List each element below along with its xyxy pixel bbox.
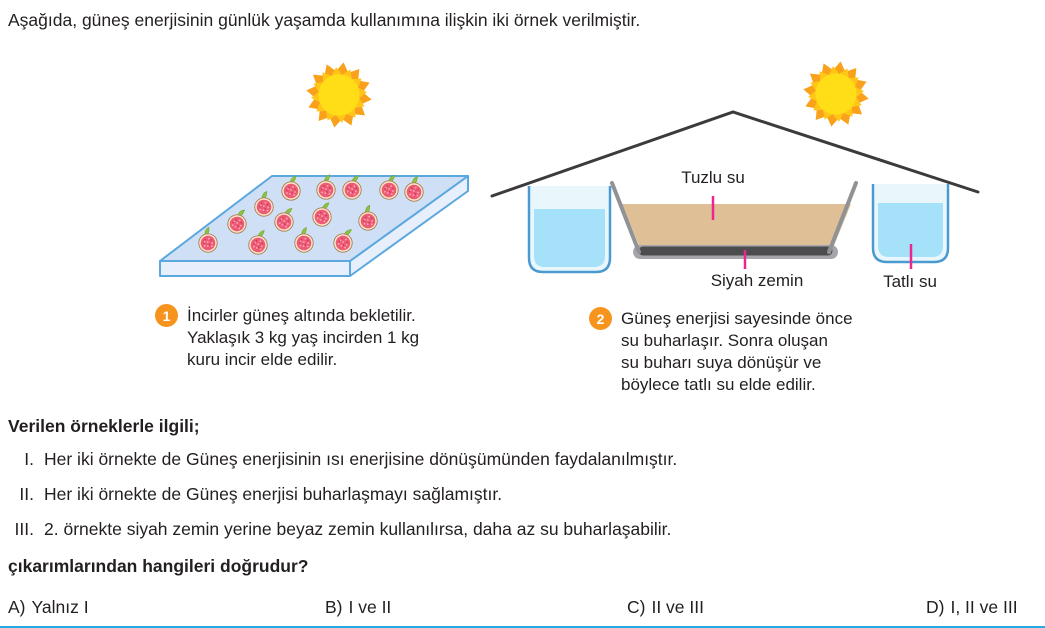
salty-water-basin [612, 183, 856, 252]
example-text-line: böylece tatlı su elde edilir. [621, 375, 816, 394]
stem-intro: Verilen örneklerle ilgili; [8, 416, 200, 436]
label-black-ground: Siyah zemin [710, 271, 804, 290]
label-fresh-water: Tatlı su [883, 272, 937, 291]
example-text-line: su buharı suya dönüşür ve [621, 353, 822, 372]
example-2-number-badge: 2 [589, 307, 612, 330]
options-row [0, 597, 1045, 619]
solar-still-illustration [492, 112, 978, 272]
left-water [534, 209, 605, 267]
option-label: D) [926, 597, 945, 617]
option-a [8, 597, 89, 618]
example-text-line: Yaklaşık 3 kg yaş incirden 1 kg [187, 328, 420, 347]
illustration-canvas [0, 0, 1045, 300]
example-2-text [621, 308, 853, 396]
option-b [325, 597, 391, 618]
example-1-text [187, 305, 419, 371]
statement-text: Her iki örnekte de Güneş enerjisinin ısı enerjisine dönüşümünden faydalanılmıştır. [44, 449, 678, 469]
option-c [627, 597, 704, 618]
option-d [926, 597, 1018, 618]
option-text: I, II ve III [950, 597, 1018, 617]
statement-row [0, 449, 677, 470]
statement-numeral: III. [14, 519, 34, 539]
example-text-line: kuru incir elde edilir. [187, 350, 338, 369]
example-text-line: İncirler güneş altında bekletilir. [187, 306, 416, 325]
tray-front-face [160, 261, 350, 276]
option-label: A) [8, 597, 26, 617]
example-text-line: Güneş enerjisi sayesinde önce [621, 309, 853, 328]
question-intro: Aşağıda, güneş enerjisinin günlük yaşamda kullanımına ilişkin iki örnek verilmiştir. [8, 10, 641, 30]
left-water-container [529, 186, 610, 272]
statement-numeral: II. [19, 484, 34, 504]
option-label: C) [627, 597, 646, 617]
stem-question: çıkarımlarından hangileri doğrudur? [8, 556, 309, 576]
label-salty-water: Tuzlu su [681, 168, 745, 187]
salty-water [622, 204, 851, 248]
fig-tray-illustration [160, 174, 468, 276]
option-text: I ve II [348, 597, 392, 617]
example-text-line: su buharlaşır. Sonra oluşan [621, 331, 828, 350]
option-text: Yalnız I [31, 597, 89, 617]
statement-row [0, 484, 502, 505]
example-1-number-badge: 1 [155, 304, 178, 327]
statement-text: 2. örnekte siyah zemin yerine beyaz zemin kullanılırsa, daha az su buharlaşabilir. [44, 519, 672, 539]
statement-row [0, 519, 671, 540]
option-label: B) [325, 597, 343, 617]
statement-numeral: I. [24, 449, 34, 469]
sun-icon [302, 58, 377, 133]
statement-text: Her iki örnekte de Güneş enerjisi buharlaşmayı sağlamıştır. [44, 484, 503, 504]
sun-icon-2 [799, 57, 874, 132]
option-text: II ve III [651, 597, 704, 617]
